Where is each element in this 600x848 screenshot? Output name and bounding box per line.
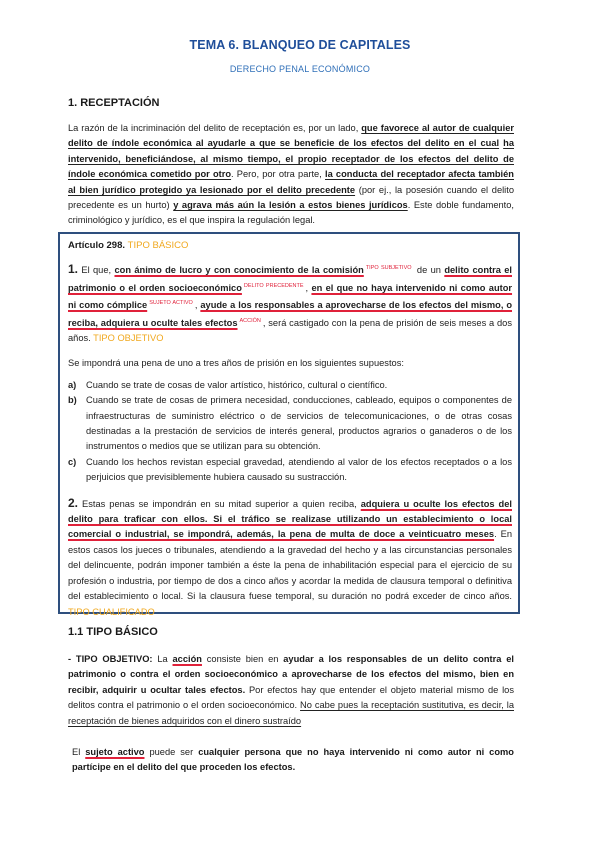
paragraph-number: 1. xyxy=(68,262,79,277)
receptacion-paragraph xyxy=(68,121,514,229)
list-label: c) xyxy=(68,456,77,467)
underlined-text: ha intervenido, beneficiándose, al mismo tiempo, el propio receptador de los efectos del delito de índole económica cometido por otro xyxy=(68,138,514,180)
underlined-text: sujeto activo xyxy=(85,747,145,757)
text-run: . Este doble fundamento, criminológico y jurídico, es el que inspira la regulación legal. xyxy=(68,200,514,226)
underlined-text: No cabe pues la receptación sustitutiva, es decir, la receptación de bienes adquiridos con el dinero sustraído xyxy=(68,700,514,726)
article-heading xyxy=(68,240,512,251)
text-run: La xyxy=(152,654,173,664)
list-text: Cuando se trate de cosas de primera necesidad, conducciones, cableado, equipos o componentes de infraestructuras de suministro eléctrico o de servicios de telecomunicaciones, o de otras cosas destinadas a la prestación de servicios de interés general, productos agrarios o ganaderos o de los instrumentos o medios que se utilizan para su obtención. xyxy=(86,395,512,452)
list-text: Cuando se trate de cosas de valor artístico, histórico, cultural o científico. xyxy=(86,379,388,390)
tag-tipo-subjetivo: TIPO SUBJETIVO xyxy=(365,265,412,271)
underlined-text: en el que no haya intervenido ni como autor ni como cómplice xyxy=(68,282,513,311)
text-run: Por efectos hay que entender el objeto material mismo de los delitos contra el patrimonio o el orden socioeconómico. xyxy=(68,684,514,711)
underlined-text: ayude a los responsables a aprovecharse de los efectos del mismo, o reciba, adquiera u oculte tales efectos xyxy=(68,300,513,328)
tag-delito-precedente: DELITO PRECEDENTE xyxy=(243,282,304,289)
list-item xyxy=(68,393,512,455)
article-paragraph-2 xyxy=(68,496,512,620)
section-heading-receptacion: 1. RECEPTACIÓN xyxy=(68,97,160,109)
underlined-text: acción xyxy=(172,654,202,664)
list-label: a) xyxy=(68,379,77,390)
list-item xyxy=(68,378,512,393)
tag-tipo-objetivo: TIPO OBJETIVO xyxy=(93,333,164,343)
tag-sujeto-activo: SUJETO ACTIVO xyxy=(149,300,193,306)
list-text: Cuando los hechos revistan especial gravedad, atendiendo al valor de los efectos receptados o a los perjuicios que previsiblemente hubiera causado su sustracción. xyxy=(86,456,512,483)
text-run: El xyxy=(72,747,86,757)
paragraph-number: 2. xyxy=(68,495,79,510)
underlined-text: y agrava más aún la lesión a estos bienes jurídicos xyxy=(173,200,408,211)
article-title: Artículo 298. xyxy=(68,240,126,251)
text-run: El que, xyxy=(78,265,115,276)
underlined-text: la conducta del receptador afecta también al bien jurídico protegido ya lesionado por el delito precedente xyxy=(68,169,514,195)
underlined-text: adquiera u oculte los efectos del delito para traficar con ellos. Si el tráfico se realizase utilizando un establecimiento o local comercial o industrial, se impondrá, además, la pena de multa de doce a veinticuatro meses xyxy=(68,498,512,540)
bold-text: ayudar a los responsables de un delito contra el patrimonio o contra el orden socioeconómico a aprovecharse de los efectos del mismo, bien en recibir, adquirir u ocultar tales efectos. xyxy=(68,654,514,695)
underlined-text: delito contra el patrimonio o el orden socioeconómico xyxy=(68,265,512,293)
article-intro: Se impondrá una pena de uno a tres años de prisión en los siguientes supuestos: xyxy=(68,358,404,369)
list-item xyxy=(68,455,512,486)
article-paragraph-1 xyxy=(68,261,512,346)
text-run: puede ser xyxy=(144,747,199,757)
text-run: . En estos casos los jueces o tribunales, atendiendo a la gravedad del hecho y a las circunstancias personales del delincuente, podrán imponer también a éste la pena de inhabilitación especial para el ejercicio de su profesión o industria, por tiempo de dos a cinco años y acordar la medida de clausura temporal o definitiva del establecimiento o local. Si la clausura fuese temporal, su duración no podrá exceder de cinco años. xyxy=(68,529,512,602)
tag-tipo-basico: TIPO BÁSICO xyxy=(127,240,189,251)
bold-text: cualquier persona que no haya intervenido ni como autor ni como partícipe en el delito del que proceden los efectos. xyxy=(72,747,514,773)
supuestos-list xyxy=(68,378,512,486)
page-subtitle: DERECHO PENAL ECONÓMICO xyxy=(229,64,371,74)
text-run: de un xyxy=(413,265,445,276)
text-run: consiste bien en xyxy=(201,654,284,664)
underlined-text: con ánimo de lucro y con conocimiento de la comisión xyxy=(114,265,364,276)
article-298-box xyxy=(58,232,520,617)
page-title: TEMA 6. BLANQUEO DE CAPITALES xyxy=(189,38,411,52)
list-label: b) xyxy=(68,395,77,406)
section-heading-tipo-basico: 1.1 TIPO BÁSICO xyxy=(68,626,158,638)
text-run: , xyxy=(305,282,312,293)
text-run: , xyxy=(194,300,201,311)
text-run: . Pero, por otra parte, xyxy=(231,169,325,180)
text-run: (por ej., la posesión cuando el delito precedente es un hurto) xyxy=(68,184,514,211)
text-run: La razón de la incriminación del delito de receptación es, por un lado, xyxy=(68,123,362,133)
label-tipo-objetivo: - TIPO OBJETIVO: xyxy=(68,654,153,664)
sujeto-activo-paragraph xyxy=(72,745,514,776)
tag-accion: ACCIÓN xyxy=(239,317,261,324)
underlined-text: que favorece al autor de cualquier delito de índole económica al ayudarle a que se beneficie de los efectos del delito en el cual xyxy=(68,123,514,149)
tipo-objetivo-paragraph xyxy=(68,652,514,729)
text-run: , será castigado con la pena de prisión de seis meses a dos años. xyxy=(68,317,512,343)
tag-tipo-cualificado: TIPO CUALIFICADO xyxy=(68,606,155,617)
text-run: Estas penas se impondrán en su mitad superior a quien reciba, xyxy=(78,498,361,509)
